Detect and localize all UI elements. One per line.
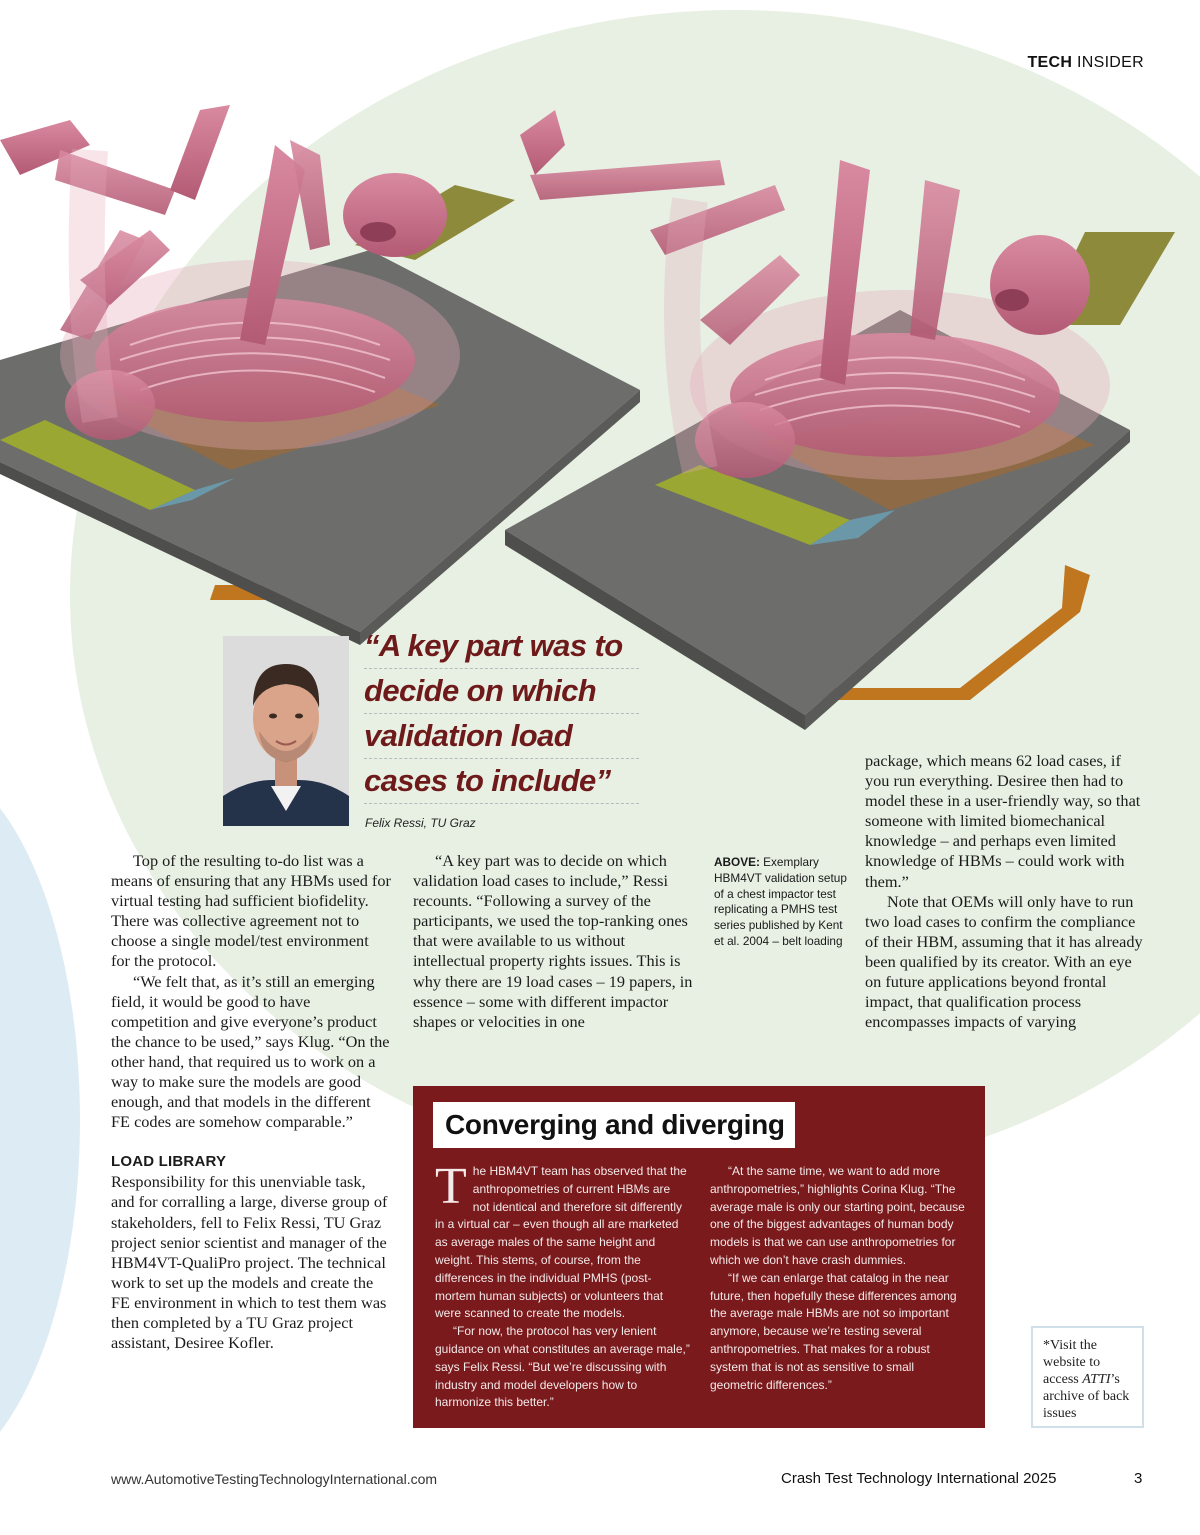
pull-quote-line: validation load [364,714,639,759]
subheading-load-library: LOAD LIBRARY [111,1153,227,1171]
paragraph: The HBM4VT team has observed that the anthropometries of current HBMs are not identical and therefore sit differently in a virtual car – even though all are marketed as average males of the same height and weight. This stems, of course, from the differences in the individual PMHS (post-mortem human subjects) or volunteers that were scanned to create the models. [435,1158,687,1321]
visit-website-note: *Visit the website to access ATTI’s archive of back issues [1031,1326,1144,1428]
sidebar-box [413,1086,985,1428]
body-column-3 [865,751,1147,1032]
pull-quote [364,624,639,804]
paragraph: Responsibility for this unenviable task, and for corralling a large, diverse group of stakeholders, fell to Felix Ressi, TU Graz project senior scientist and manager of the HBM4VT-QualiPro project. The technical work to set up the models and create the FE environment in which to test them was then completed by a TU Graz project assistant, Desiree Kofler. [111,1172,388,1353]
sidebar-title: Converging and diverging [433,1102,795,1148]
background-blue-circle [0,760,80,1480]
footer-magazine-title: Crash Test Technology International 2025 [781,1470,1057,1487]
pull-quote-line: decide on which [364,669,639,714]
pull-quote-line: cases to include” [364,759,639,804]
sidebar-column-1 [435,1158,690,1412]
paragraph: “At the same time, we want to add more anthropometries,” highlights Corina Klug. “The average male is only our starting point, because one of the biggest advantages of human body models is that we can use anthropometries for which we don’t have crash dummies. [710,1164,965,1267]
paragraph: Top of the resulting to-do list was a means of ensuring that any HBMs used for virtual testing had sufficient biofidelity. There was collective agreement not to choose a single model/test environment for the protocol. [111,851,391,971]
portrait-photo [223,636,349,826]
paragraph: “We felt that, as it’s still an emerging field, it would be good to have competition and give everyone’s product the chance to be used,” says Klug. “On the other hand, that required us to work on a way to make sure the models are good enough, and that models in the different FE codes are somehow comparable.” [111,971,390,1132]
section-label: TECH INSIDER [1027,54,1144,71]
body-column-1 [111,851,391,1353]
paragraph: Note that OEMs will only have to run two load cases to confirm the compliance of their HBM, assuming that it has already been qualified by its creator. With an eye on future applications beyond frontal impact, that qualification process encompasses impacts of varying [865,891,1143,1032]
footer-url-link[interactable]: www.AutomotiveTestingTechnologyInternational.com [111,1471,438,1487]
paragraph: “If we can enlarge that catalog in the near future, then hopefully these differences among the average male HBMs are not so important anymore, because we’re testing several anthropometries. That makes for a robust system that is not as sensitive to small geometric differences.” [710,1270,957,1392]
paragraph: package, which means 62 load cases, if you run everything. Desiree then had to model these in a user-friendly way, so that someone with limited biomechanical knowledge – and perhaps even limited knowledge of HBMs – could work with them.” [865,751,1141,891]
pull-quote-line: “A key part was to [364,624,639,669]
sidebar-column-2 [710,1163,965,1394]
drop-cap: T [435,1158,467,1215]
body-column-2 [413,851,693,1032]
paragraph: “A key part was to decide on which validation load cases to include,” Ressi recounts. “Following a survey of the participants, we used the top-ranking ones that were available to us without intellectual property rights issues. This is why there are 19 load cases – 19 papers, in essence – some with different impactor shapes or velocities in one [413,851,693,1031]
paragraph: “For now, the protocol has very lenient guidance on what constitutes an average male,” says Felix Ressi. “But we’re discussing with industry and model developers how to harmonize this better.” [435,1324,690,1410]
pull-quote-credit: Felix Ressi, TU Graz [365,816,476,830]
page-number: 3 [1134,1470,1143,1487]
image-caption: ABOVE: Exemplary HBM4VT validation setup of a chest impactor test replicating a PMHS test series published by Kent et al. 2004 – belt loading [714,855,847,948]
